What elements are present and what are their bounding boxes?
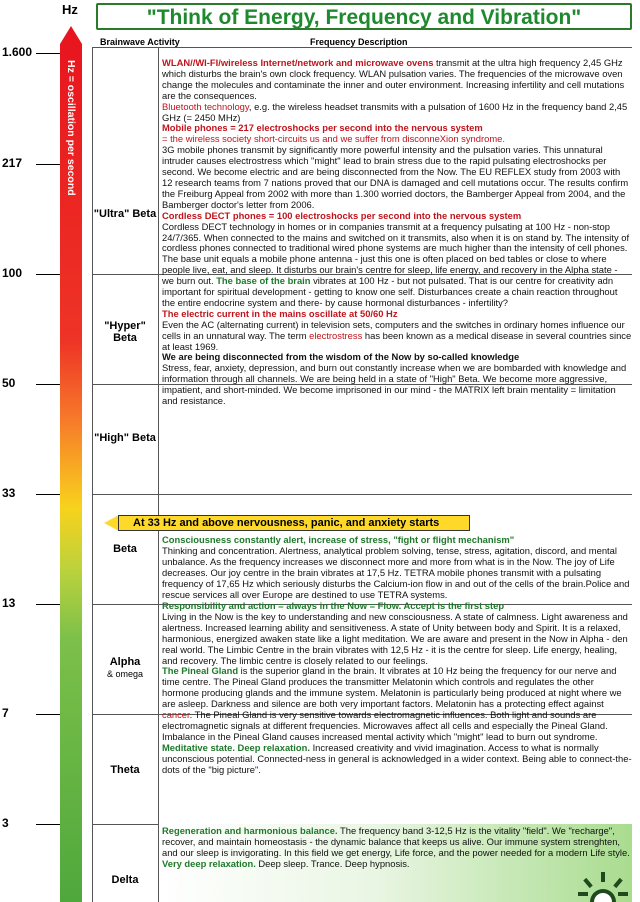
column-divider xyxy=(158,47,159,902)
band-ultra-beta: "Ultra" Beta xyxy=(93,208,157,220)
wlan-description: WLAN//WI-FI/wireless Internet/network and microwave ovens transmit at the ultra high frequency 2,45 GHz which disturbs the brain's own clock frequency. WLAN pulsation varies. The frequencies of the microwave oven change the molecules and contaminate the inner and outer environment. Increasing infertility and cell mutations are the consequences. Bluetooth technology, e.g. the wireless headset transmits with a pulsation of 1600 Hz in the frequency band 2,45 GHz (= 2450 MHz) Mobile phones = 217 electroshocks per second into the nervous system = the wireless society short-circuits us and we suffer from disconneXion syndrome. 3G mobile phones transmit by significantly more powerful intensity and the pulsation varies. This unnatural intruder causes electrostress which "might" lead to brain stress due to the rapid pulsating electroshocks per second. We become electric and are being disconnected from the Now. The EU REFLEX study from 2003 with 12 research teams from 7 nations proved that our DNA is damaged and cell mutations occur. The results confirm the Freiburg Appeal from 2002 with more than 1.300 worried doctors, the Bamberger Appeal from 2004, and the Bamberger doctor's letter from 2006. Cordless DECT phones = 100 electroshocks per second into the nervous system Cordless DECT technology in homes or in companies transmit at a frequency pulsating at 100 Hz - non-stop 24/7/365. When connected to the mains and switched on it transmits, also when it is on stand by. The intensity of cordless phones connected to traditional wired phone systems are much higher than the intensity of cell phones. The base unit equals a mobile phone antenna - just this one is often placed on bed tables or close to where people live, eat, and sleep. It disturbs our brain's centre for sleep, life energy, and recovery in the Alpha state - we burn out. The base of the brain vibrates at 100 Hz - but not pulsated. That is our centre for creativity adn important for spiritual development - getting to know one self. Disturbances create a chain reaction throughout the entire endocrine system and there- by cause hormonal disturbances - infertility? The electric current in the mains oscillate at 50/60 Hz Even the AC (alternating current) in television sets, computers and the switches in ordinary homes influence our cells in an unnatural way. The term electrostress has been known as a medical disease in several countries since at least 1969. We are being disconnected from the wisdom of the Now by so-called knowledge Stress, fear, anxiety, depression, and burn out constantly increase when we are bombarded with knowledge and information through all channels. We are being held in a state of "High" Beta. We become more aggressive, impatient, and short-minded. We become imprisoned in our mind - the MATRIX left brain mentality = limitation and resistance. xyxy=(162,57,632,407)
alpha-description: Responsibility and action = always in the Now = Flow. Accept is the first step Living in the Now is the key to understanding and new consciousness. A state of calmness. Light awareness and alertness. Increased learning ability and sensitiveness. A state of Unity between body and Spirit. It is a relaxed, harmonious, energized awaken state like a light meditation. We are aware and present in the Now in Alpha - den real world. The Limbic Centre in the brain vibrates with 12,5 Hz - it is the centre for sleep. Life energy, healing, and recovery. The limbic centre is closely related to our feelings. The Pineal Gland is the superior gland in the brain. It vibrates at 10 Hz being the frequency for our nerve and time centre. The Pineal Gland produces the transmitter Melatonin which controls and regulates the other hormone producing glands and the immune system. Melatonin is particularly being produced at night where we are asleep. Darkness and silence are both very important factors. Melatonin has a protecting effect against cancer. The Pineal Gland is very sensitive towards electromagnetic influences. Both light and sounds are electromagnetic signals at different frequencies. Microwaves affect all cells and especially the Pineal Gland. Imbalance in the Pineal Gland causes increased mental activity which "might" lead to burn out syndrome. Meditative state. Deep relaxation. Increased creativity and vivid imagination. Access to what is normally unconscious potential. Connected-ness in general is acknowledged in a wider context. Being able to connect-the-dots of the "big picture". xyxy=(162,600,632,775)
warning-arrow xyxy=(104,515,119,531)
warning-banner: At 33 Hz and above nervousness, panic, and anxiety starts xyxy=(118,515,470,531)
band-delta: Delta xyxy=(111,874,139,886)
divider xyxy=(92,494,632,495)
column-header-frequency: Frequency Description xyxy=(310,37,408,47)
band-hyper-beta: "Hyper" Beta xyxy=(104,320,146,344)
band-theta: Theta xyxy=(110,764,140,776)
title-box xyxy=(96,3,632,30)
beta-description: Consciousness constantly alert, increase of stress, "fight or flight mechanism" Thinking and concentration. Alertness, analytical problem solving, tense, stress, agitation, discord, and mental unbalance. As the frequency increases we disconnect more and more from what is in the Now. The joy of Life decreases. Our joy centre in the brain vibrates at 17,5 Hz. TETRA mobile phones transmit with a pulsating frequency of 17,65 Hz which seriously disturbs the Calcium-ion flow in and out of the cells of the brain.Police and rescue services all over Europe are destined to use TETRA systems. xyxy=(162,534,630,600)
axis-caption: Hz = oscillation per second xyxy=(65,60,77,196)
divider xyxy=(92,47,632,48)
delta-description: Regeneration and harmonious balance. The frequency band 3-12,5 Hz is the vitality "field". We "recharge", recover, and maintain homeostasis - the dynamic balance that keeps us alive. Our immune system strenghten, and our sleep is invigorating. In this field we get energy, Life force, and the power needed for a modern Life style. Very deep relaxation. Deep sleep. Trance. Deep hypnosis. xyxy=(162,825,630,869)
band-alpha: Alpha & omega xyxy=(106,656,144,679)
band-beta: Beta xyxy=(113,543,137,555)
column-header-brainwave: Brainwave Activity xyxy=(100,37,180,47)
band-high-beta: "High" Beta xyxy=(94,432,156,444)
page-title: "Think of Energy, Frequency and Vibration" xyxy=(146,6,582,29)
sun-logo-icon xyxy=(576,868,630,902)
hz-unit-label: Hz xyxy=(62,2,78,17)
